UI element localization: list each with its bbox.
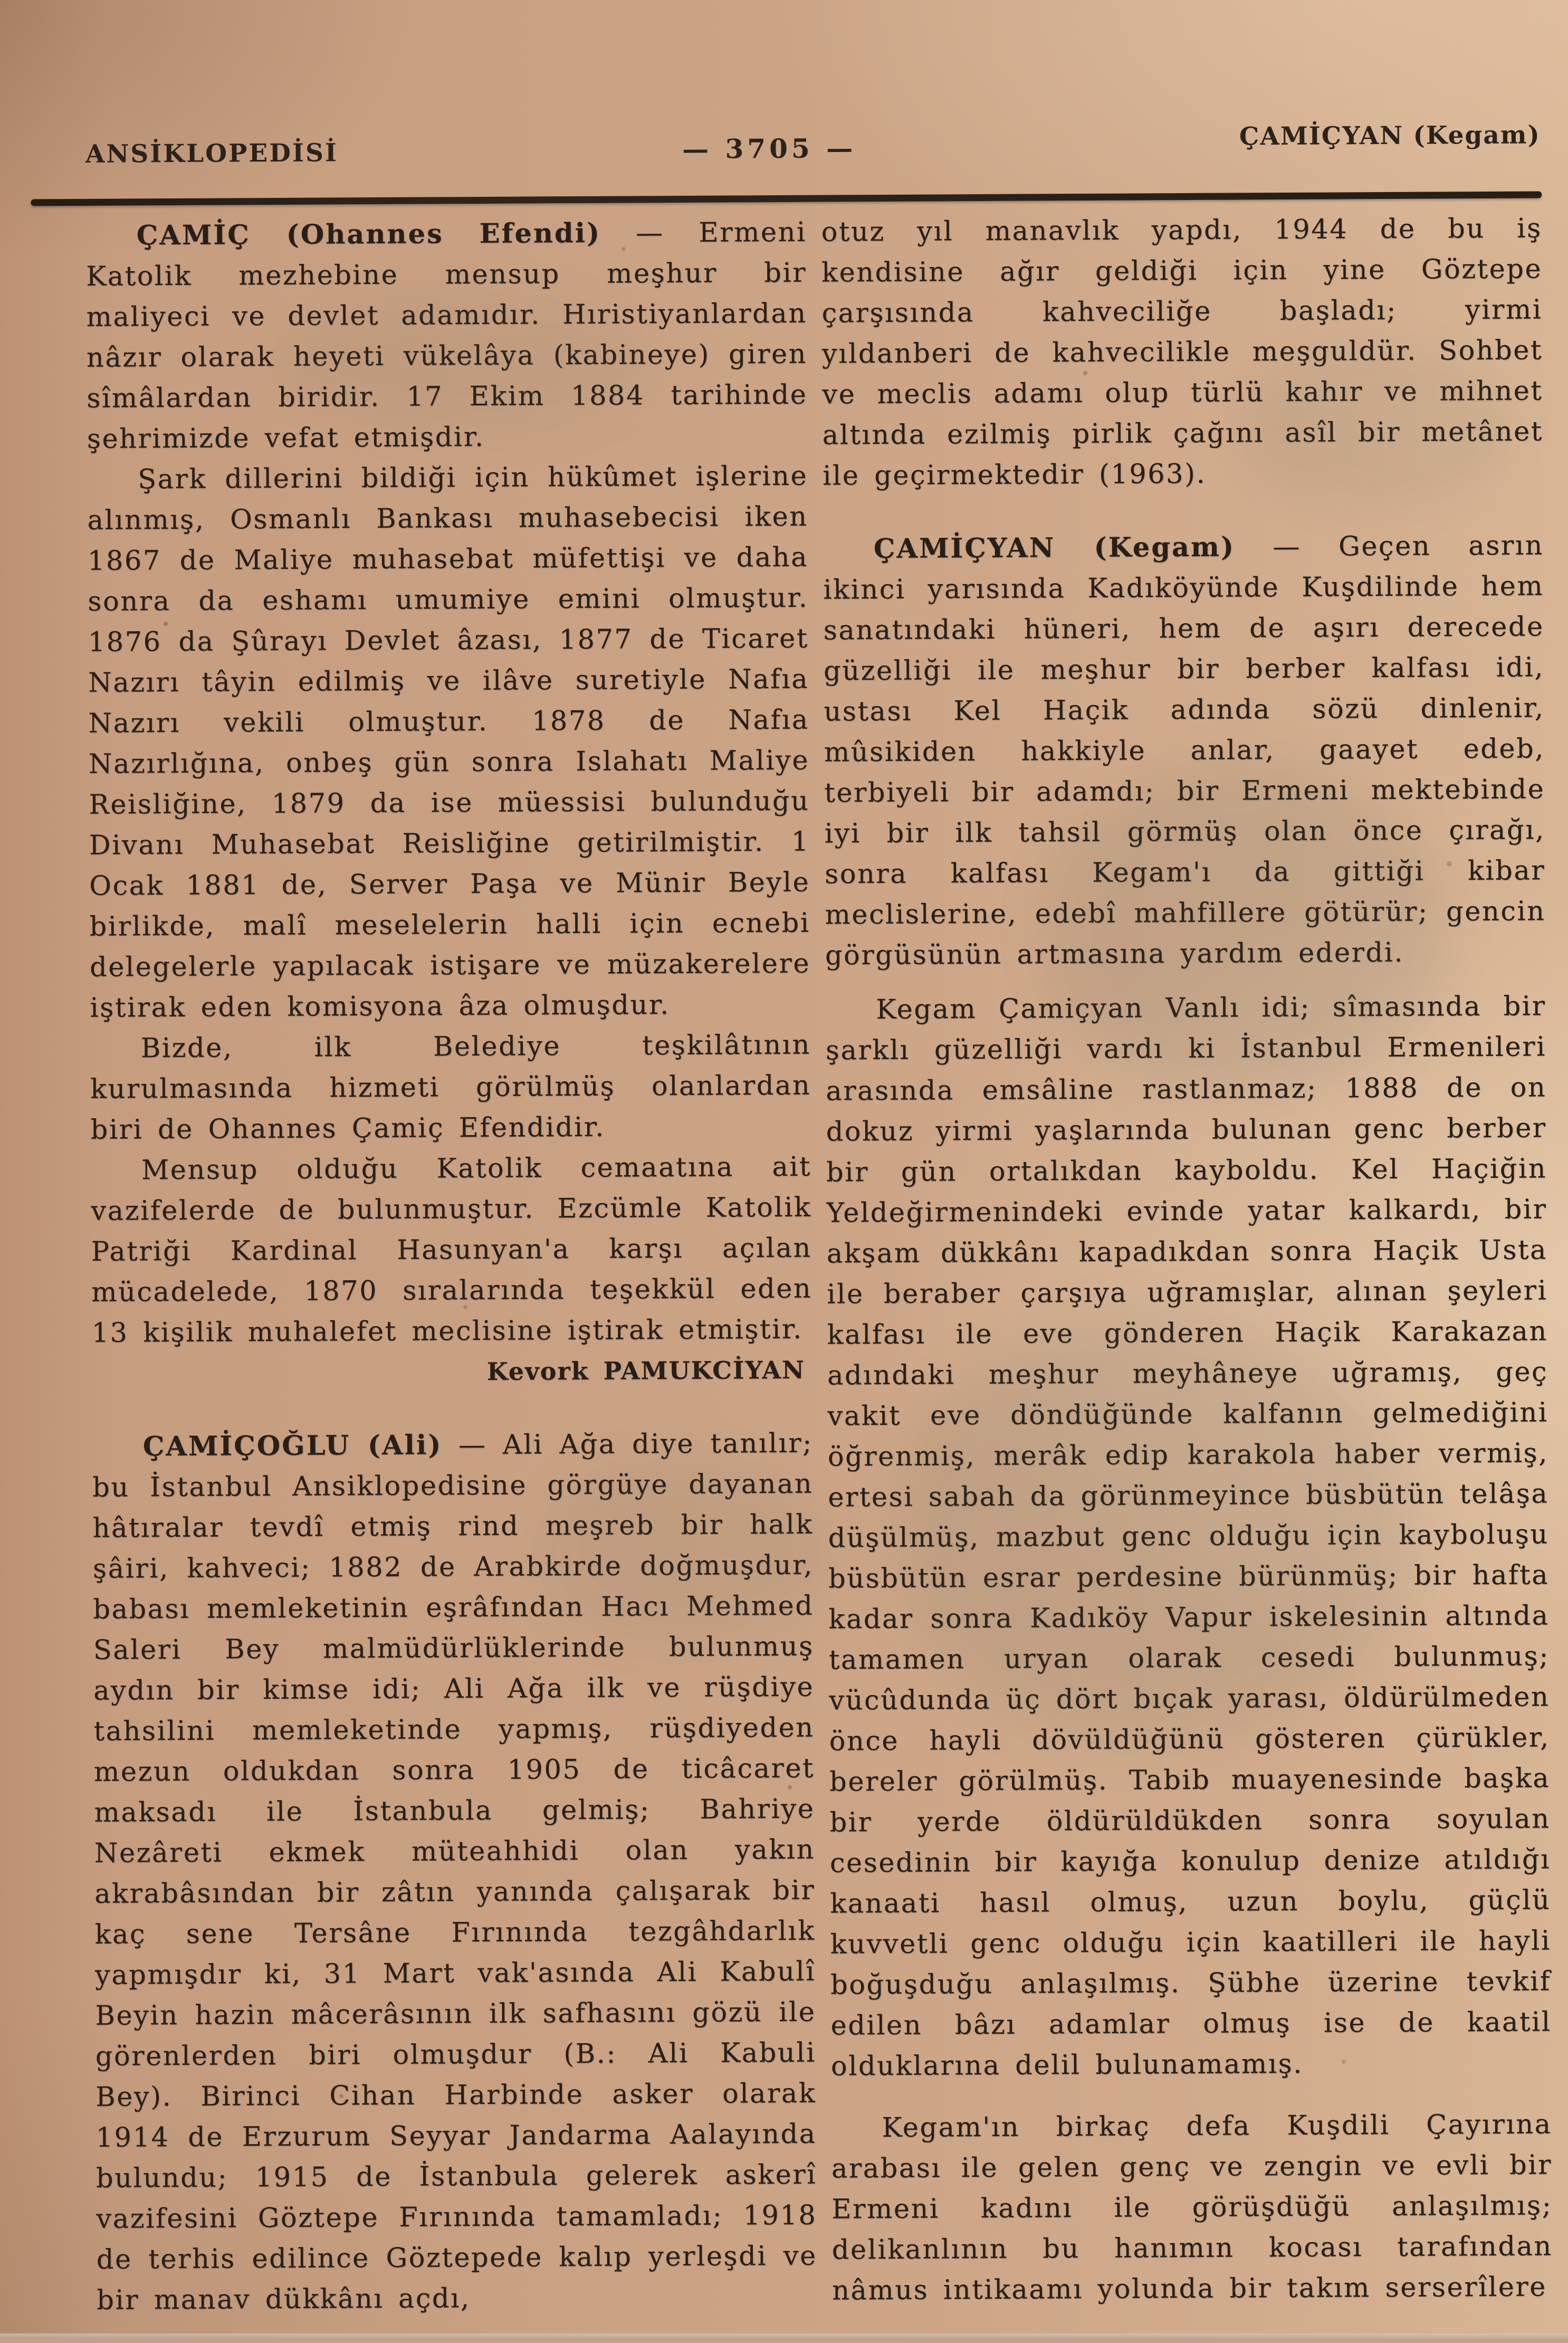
- author-signature: [92, 1350, 812, 1394]
- entry-headword: ÇAMİÇ (Ohannes Efendi): [136, 217, 601, 252]
- header-page-number: — 3705 —: [682, 132, 857, 165]
- text-columns: [86, 208, 1553, 2320]
- header-rule: [31, 191, 1542, 206]
- paragraph: [87, 456, 811, 1028]
- entry-paragraph: [823, 525, 1546, 976]
- paper-speckles: [0, 0, 2, 2]
- paragraph-text: Kevork PAMUKCİYAN: [486, 1355, 806, 1386]
- entry-headword: ÇAMİÇOĞLU (Ali): [142, 1429, 443, 1463]
- paragraph-text: Kegam Çamiçyan Vanlı idi; sîmasında bir şarklı güzelliği vardı ki İstanbul Ermenileri arasında emsâline rastlanmaz; 1888 de on dokuz yirmi yaşlarında bulunan genc berber bir gün ortalıkdan kayboldu. Kel Haçiğin Yeldeğirmenindeki evinde yatar kalkardı, bir akşam dükkânı kapadıkdan sonra Haçik Usta ile beraber çarşıya uğramışlar, alınan şeyleri kalfası ile eve gönderen Haçik Karakazan adındaki meşhur meyhâneye uğramış, geç vakit eve döndüğünde kalfanın gelmediğini öğrenmiş, merâk edip karakola haber vermiş, ertesi sabah da görünmeyince büsbütün telâşa düşülmüş, mazbut genc olduğu için kayboluşu büsbütün esrar perdesine bürünmüş; bir hafta kadar sonra Kadıköy Vapur iskelesinin altında tamamen uryan olarak cesedi bulunmuş; vücûdunda üç dört bıçak yarası, öldürülmeden önce hayli dövüldüğünü gösteren çürükler, bereler görülmüş. Tabib muayenesinde başka bir yerde öldürüldükden sonra soyulan cesedinin bir kayığa konulup denize atıldığı kanaati hasıl olmuş, uzun boylu, güçlü kuvvetli genc olduğu için kaatilleri ile hayli boğuşduğu anlaşılmış. Şübhe üzerine tevkif edilen bâzı adamlar olmuş ise de kaatil olduklarına delil bulunamamış.: [825, 990, 1552, 2082]
- page-header: [85, 120, 1541, 176]
- page-bottom-edge: [0, 2334, 1568, 2339]
- paragraph-text: — Ali Ağa diye tanılır; bu İstanbul Ansiklopedisine görgüye dayanan hâtıralar tevdî etmiş rind meşreb bir halk şâiri, kahveci; 1882 de Arabkirde doğmuşdur, babası memleketinin eşrâfından Hacı Mehmed Saleri Bey malmüdürlüklerinde bulunmuş aydın bir kimse idi; Ali Ağa ilk ve rüşdiye tahsilini memleketinde yapmış, rüşdiyeden mezun oldukdan sonra 1905 de ticâcaret maksadı ile İstanbula gelmiş; Bahriye Nezâreti ekmek müteahhidi olan yakın akrabâsından bir zâtın yanında çalışarak bir kaç sene Tersâne Fırınında tezgâhdarlık yapmışdır ki, 31 Mart vak'asında Ali Kabulî Beyin hazin mâcerâsının ilk safhasını gözü ile görenlerden biri olmuşdur (B.: Ali Kabuli Bey). Birinci Cihan Harbinde asker olarak 1914 de Erzurum Seyyar Jandarma Aalayında bulundu; 1915 de İstanbula gelerek askerî vazifesini Göztepe Fırınında tamamladı; 1918 de terhis edilince Göztepede kalıp yerleşdi ve bir manav dükkânı açdı,: [92, 1427, 817, 2316]
- entry-paragraph: [86, 212, 808, 460]
- paragraph: [831, 2104, 1553, 2311]
- left-column: [86, 212, 818, 2321]
- paragraph: [90, 1025, 811, 1150]
- paragraph-text: Şark dillerini bildiği için hükûmet işlerine alınmış, Osmanlı Bankası muhasebecisi iken 1867 de Maliye muhasebat müfettişi ve daha sonra da eshamı umumiye emini olmuştur. 1876 da Şûrayı Devlet âzası, 1877 de Ticaret Nazırı tâyin edilmiş ve ilâve suretiyle Nafıa Nazırı vekili olmuştur. 1878 de Nafıa Nazırlığına, onbeş gün sonra Islahatı Maliye Reisliğine, 1879 da ise müessisi bulunduğu Divanı Muhasebat Reisliğine getirilmiştir. 1 Ocak 1881 de, Server Paşa ve Münir Beyle birlikde, malî meselelerin halli için ecnebi delegelerle yapılacak istişare ve müzakerelere iştirak eden komisyona âza olmuşdur.: [87, 460, 811, 1024]
- header-publication-title: ANSİKLOPEDİSİ: [85, 138, 339, 169]
- paragraph: [821, 208, 1544, 496]
- paragraph: [91, 1147, 812, 1354]
- paragraph-text: Bizde, ilk Belediye teşkilâtının kurulmasında hizmeti görülmüş olanlardan biri de Ohannes Çamiç Efendidir.: [90, 1029, 811, 1146]
- entry-paragraph: [92, 1423, 818, 2321]
- paragraph-text: Mensup olduğu Katolik cemaatına ait vazifelerde de bulunmuştur. Ezcümle Katolik Patriği Kardinal Hasunyan'a karşı açılan mücadelede, 1870 sıralarında teşekkül eden 13 kişilik muhalefet meclisine iştirak etmiştir.: [91, 1151, 812, 1349]
- right-column: [821, 208, 1553, 2317]
- paragraph-text: — Ermeni Katolik mezhebine mensup meşhur bir maliyeci ve devlet adamıdır. Hıristiyanlardan nâzır olarak heyeti vükelâya (kabineye) giren sîmâlardan biridir. 17 Ekim 1884 tarihinde şehrimizde vefat etmişdir.: [85, 216, 808, 455]
- paragraph-text: otuz yıl manavlık yapdı, 1944 de bu iş kendisine ağır geldiği için yine Göztepe çarşısında kahveciliğe başladı; yirmi yıldanberi de kahvecilikle meşguldür. Sohbet ve meclis adamı olup türlü kahır ve mihnet altında ezilmiş pirlik çağını asîl bir metânet ile geçirmektedir (1963).: [821, 213, 1543, 492]
- paragraph: [825, 986, 1552, 2087]
- header-running-entry: ÇAMİÇYAN (Kegam): [1239, 120, 1541, 151]
- entry-headword: ÇAMİÇYAN (Kegam): [873, 531, 1236, 565]
- paragraph-text: — Geçen asrın ikinci yarısında Kadıköyünde Kuşdilinde hem sanatındaki hüneri, hem de aşırı derecede güzelliği ile meşhur bir berber kalfası idi, ustası Kel Haçik adında sözü dinlenir, mûsikiden hakkiyle anlar, gaayet edeb, terbiyeli bir adamdı; bir Ermeni mektebinde iyi bir ilk tahsil görmüş olan önce çırağı, sonra kalfası Kegam'ı da gittiği kibar meclislerine, edebî mahfillere götürür; gencin görgüsünün artmasına yardım ederdi.: [823, 530, 1546, 972]
- paragraph-text: Kegam'ın birkaç defa Kuşdili Çayırına arabası ile gelen genç ve zengin ve evli bir Ermeni kadını ile görüşdüğü anlaşılmış; delikanlının bu hanımın kocası tarafından nâmus intikaamı yolunda bir takım serserîlere: [831, 2109, 1553, 2307]
